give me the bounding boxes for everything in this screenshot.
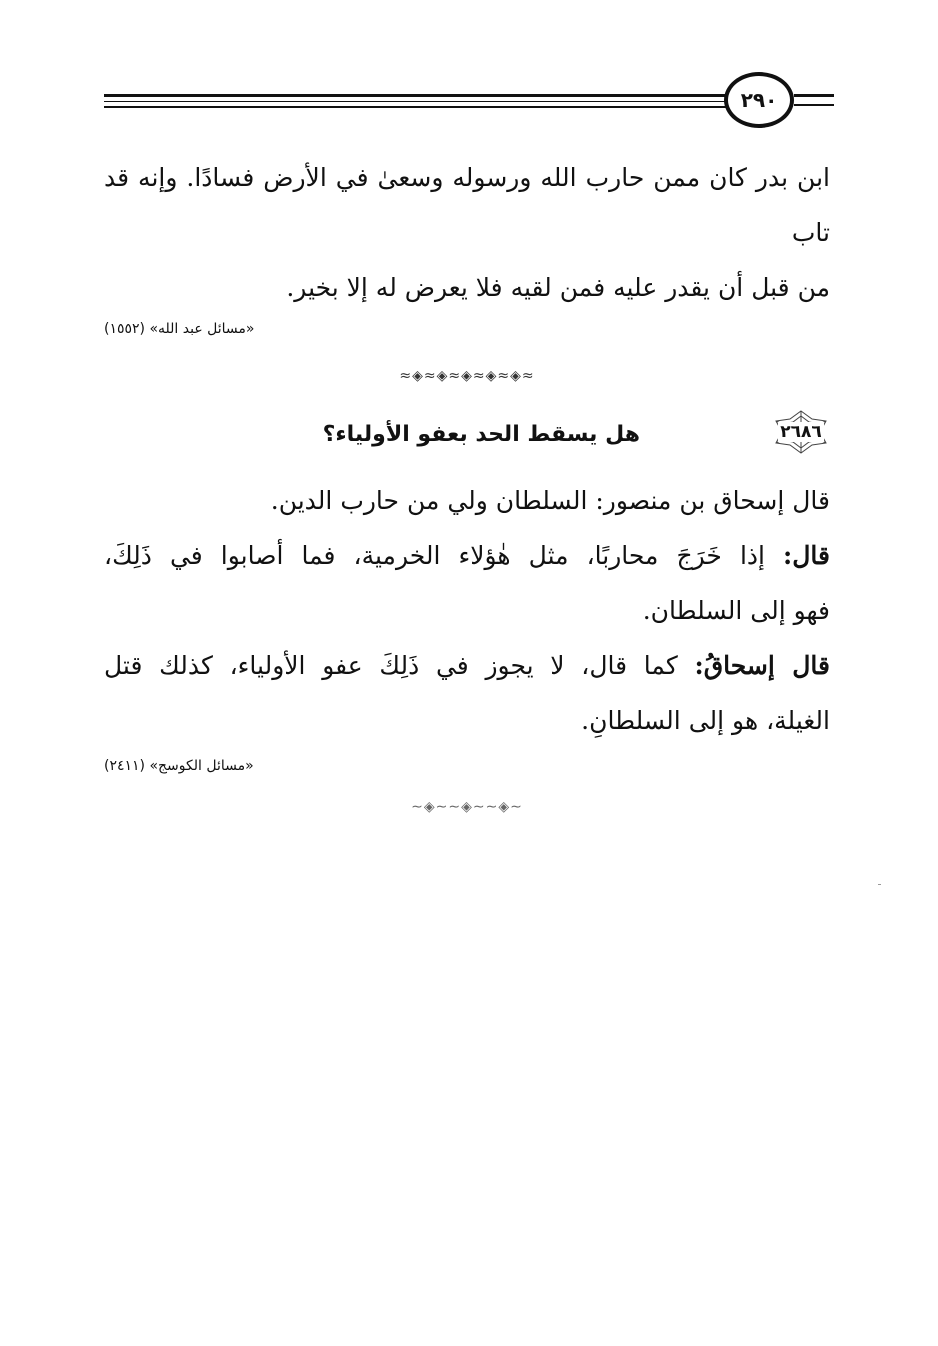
header-rule-right-top xyxy=(794,94,834,97)
paragraph-text: كما قال، لا يجوز في ذَلِكَ عفو الأولياء، كذلك قتل xyxy=(104,651,695,680)
entry-paragraph-2-line-2: فهو إلى السلطان. xyxy=(642,596,830,625)
intro-source: «مسائل عبد الله» (١٥٥٢) xyxy=(104,321,255,337)
page-number-badge xyxy=(724,72,794,128)
entry-paragraph-3-line-1 xyxy=(104,638,830,693)
entry-heading-row xyxy=(104,409,830,465)
speaker-label: قال إسحاقُ: xyxy=(694,651,830,680)
page-header xyxy=(104,68,834,132)
intro-line-1: ابن بدر كان ممن حارب الله ورسوله وسعىٰ في الأرض فسادًا. وإنه قد تاب xyxy=(104,163,830,247)
intro-source-wrap xyxy=(104,317,830,341)
margin-mark xyxy=(878,884,881,885)
entry-paragraph-3-line-2: الغيلة، هو إلى السلطانِ. xyxy=(581,706,830,735)
header-rule-right-bottom xyxy=(794,104,834,106)
page-number: ٢٩٠ xyxy=(740,88,778,112)
header-rule-thick xyxy=(104,94,726,97)
header-rule-thin xyxy=(104,101,726,102)
entry-number: ٢٦٨٦ xyxy=(780,422,822,442)
entry-paragraph-2-line-1 xyxy=(104,528,830,583)
paragraph-text: إذا خَرَجَ محاربًا، مثل هٰؤلاء الخرمية، فما أصابوا في ذَلِكَ، xyxy=(104,541,784,570)
separator-ornament-1: ≈◈≈◈≈◈≈◈≈◈≈ xyxy=(399,368,535,384)
entry-paragraph-1: قال إسحاق بن منصور: السلطان ولي من حارب الدين. xyxy=(270,486,830,515)
header-rule-bottom xyxy=(104,106,726,108)
intro-line-2: من قبل أن يقدر عليه فمن لقيه فلا يعرض له إلا بخير. xyxy=(286,273,830,302)
entry-number-badge xyxy=(772,409,830,455)
entry-source: «مسائل الكوسج» (٢٤١١) xyxy=(104,758,254,774)
separator-ornament-2: ∼◈∼∼◈∼∼◈∼ xyxy=(411,799,523,815)
speaker-label: قال: xyxy=(783,541,830,570)
page-content xyxy=(104,150,830,822)
entry-title: هل يسقط الحد بعفو الأولياء؟ xyxy=(322,422,640,447)
entry-source-wrap xyxy=(104,754,830,778)
